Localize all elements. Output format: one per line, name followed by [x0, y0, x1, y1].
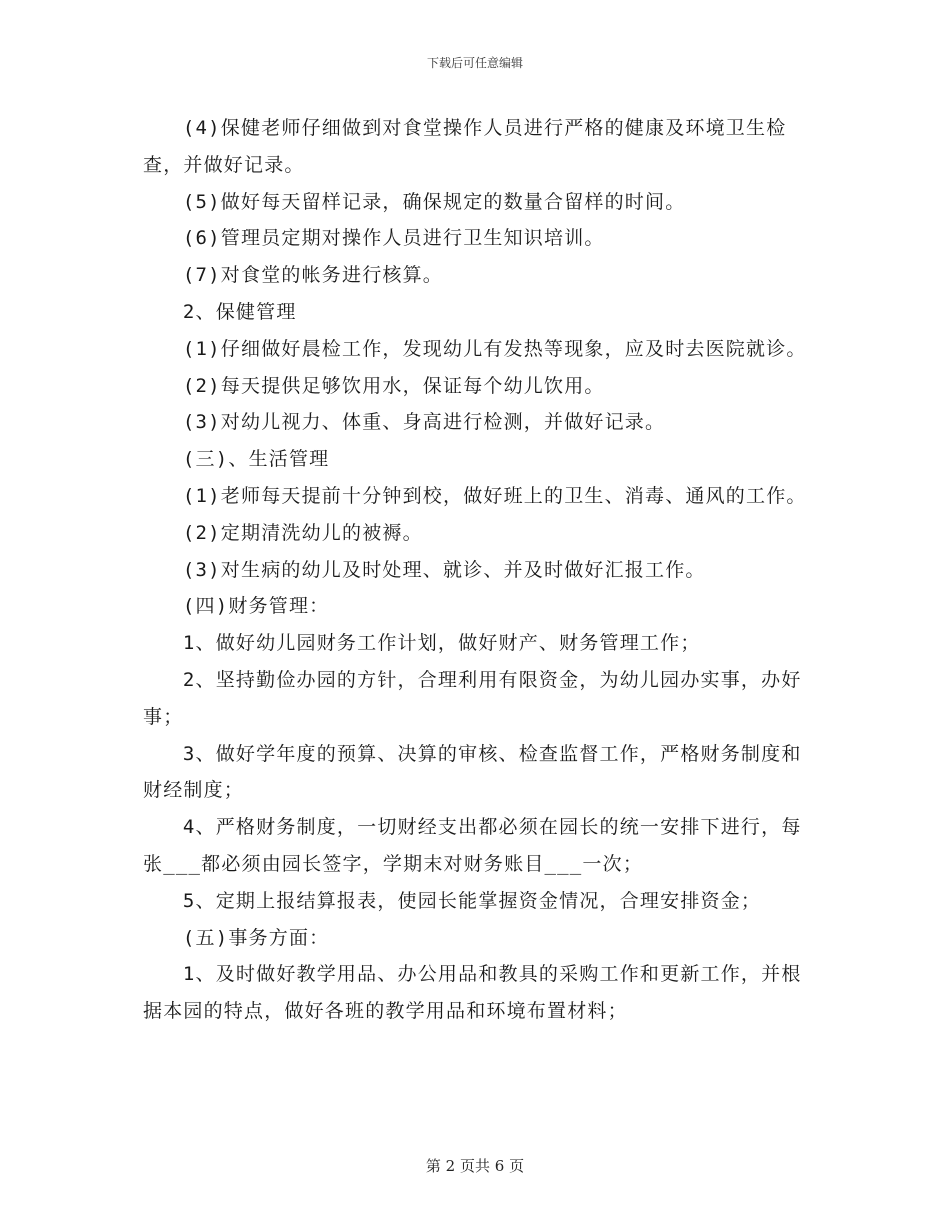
- paragraph: (3)对幼儿视力、体重、身高进行检测，并做好记录。: [182, 411, 666, 434]
- paragraph: (1)老师每天提前十分钟到校，做好班上的卫生、消毒、通风的工作。: [182, 484, 807, 507]
- paragraph: (4)保健老师仔细做到对食堂操作人员进行严格的健康及环境卫生检查，并做好记录。: [143, 117, 787, 176]
- paragraph: 1、做好幼儿园财务工作计划，做好财产、财务管理工作；: [182, 632, 701, 655]
- page-number: 第 2 页共 6 页: [425, 1157, 525, 1175]
- document-body: [143, 110, 811, 1030]
- paragraph: 5、定期上报结算报表，使园长能掌握资金情况，合理安排资金；: [182, 889, 762, 912]
- paragraph: 3、做好学年度的预算、决算的审核、检查监督工作，严格财务制度和财经制度；: [143, 742, 802, 802]
- paragraph: (1)仔细做好晨检工作，发现幼儿有发热等现象，应及时去医院就诊。: [182, 337, 807, 360]
- paragraph: (3)对生病的幼儿及时处理、就诊、并及时做好汇报工作。: [182, 558, 706, 581]
- section-heading: 2、保健管理: [182, 300, 297, 323]
- paragraph: (5)做好每天留样记录，确保规定的数量合留样的时间。: [182, 190, 686, 213]
- section-heading: (三)、生活管理: [182, 448, 330, 471]
- section-heading: (四)财务管理：: [182, 595, 330, 618]
- paragraph: 4、严格财务制度，一切财经支出都必须在园长的统一安排下进行，每张___都必须由园长签字，学期末对财务账目___一次；: [143, 816, 802, 875]
- section-heading: (五)事务方面：: [182, 926, 330, 949]
- paragraph: (7)对食堂的帐务进行核算。: [182, 264, 444, 287]
- paragraph: (2)定期清洗幼儿的被褥。: [182, 521, 423, 544]
- paragraph: (6)管理员定期对操作人员进行卫生知识培训。: [182, 227, 605, 250]
- paragraph: 1、及时做好教学用品、办公用品和教具的采购工作和更新工作，并根据本园的特点，做好各班的教学用品和环境布置材料；: [143, 963, 802, 1023]
- page-header: 下载后可任意编辑: [426, 56, 523, 70]
- paragraph: 2、坚持勤俭办园的方针，合理利用有限资金，为幼儿园办实事，办好事；: [143, 668, 802, 728]
- paragraph: (2)每天提供足够饮用水，保证每个幼儿饮用。: [182, 374, 605, 397]
